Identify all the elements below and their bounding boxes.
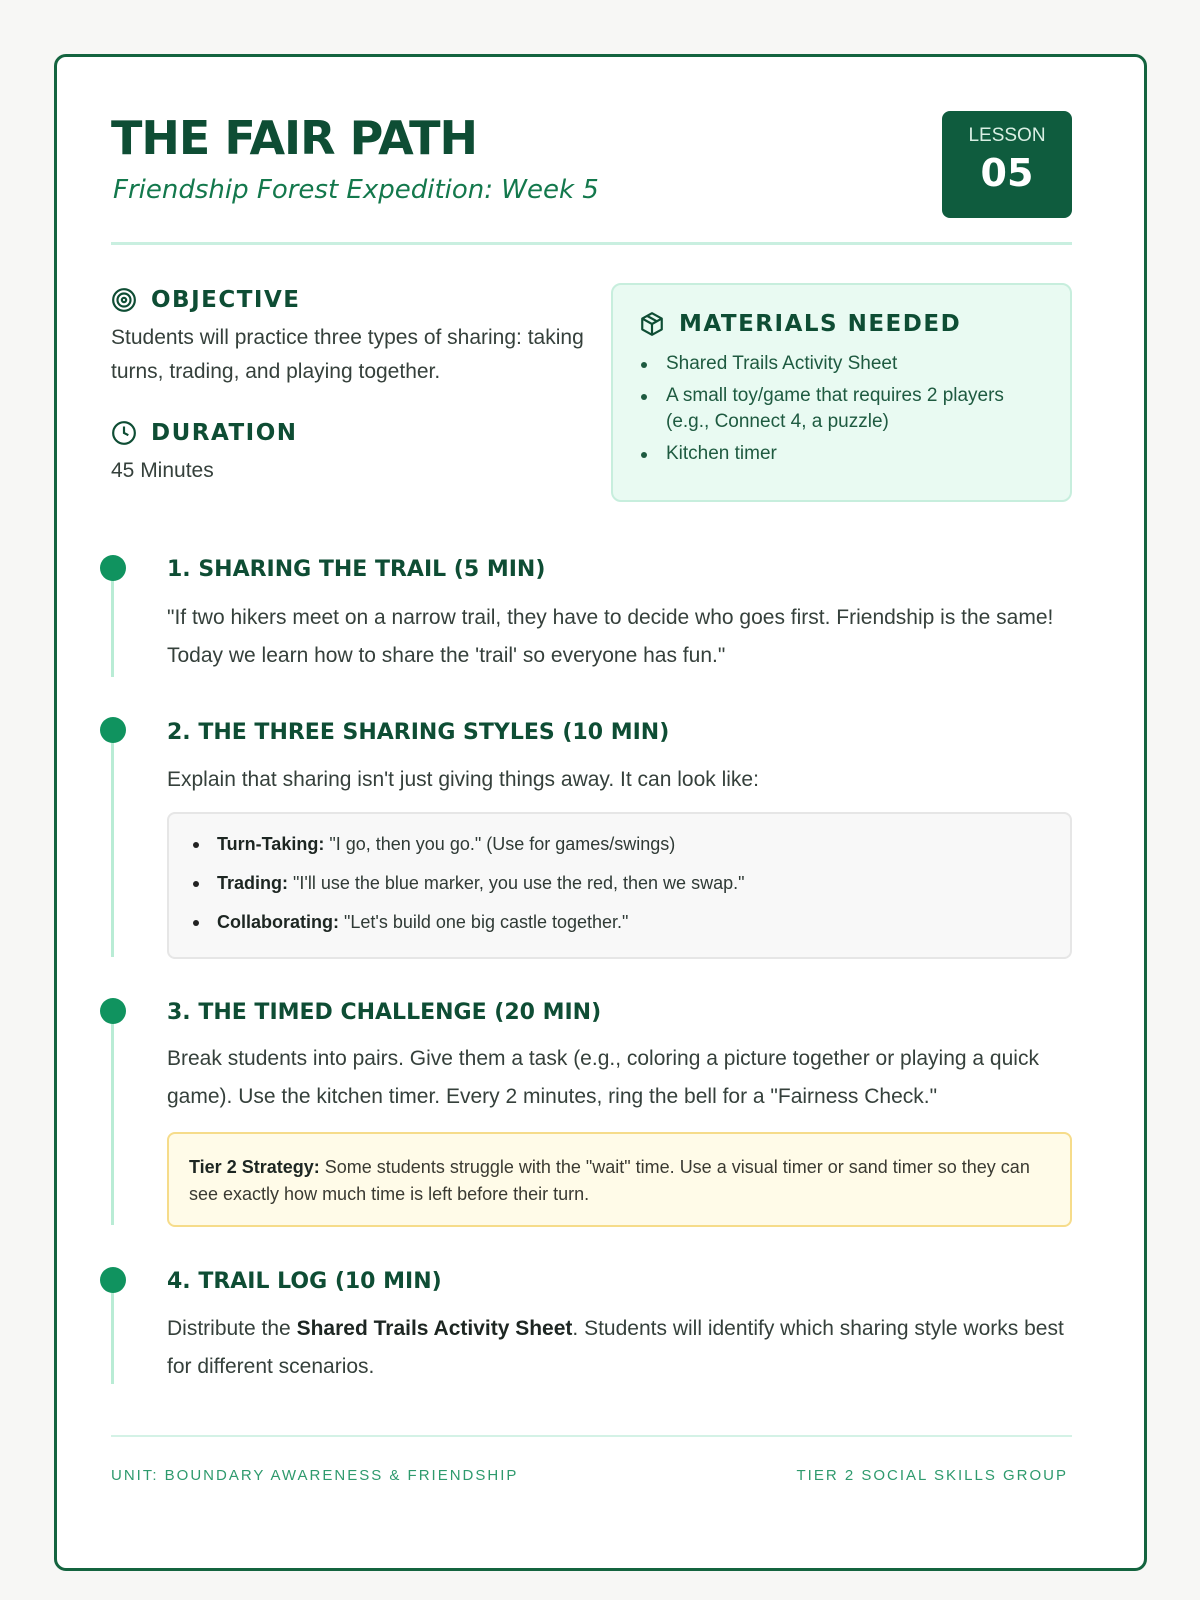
timeline-line [111, 1010, 114, 1225]
sharing-style-text: "Let's build one big castle together." [344, 912, 629, 932]
timeline-line [111, 567, 114, 677]
lesson-card [54, 54, 1147, 1571]
step-4-text [167, 1310, 1072, 1386]
step-1-text: "If two hikers meet on a narrow trail, they have to decide who goes first. Friendship is the same! Today we learn how to share the 'trail' so everyone has fun." [167, 606, 1054, 667]
lesson-label: LESSON [968, 125, 1046, 146]
step-3-text: Break students into pairs. Give them a task (e.g., coloring a picture together or playing a quick game). Use the kitchen timer. Every 2 minutes, ring the bell for a "Fairness Check." [167, 1047, 1039, 1108]
sharing-style-text: "I'll use the blue marker, you use the red, then we swap." [293, 873, 745, 893]
step-4-text-after: . Students will identify which sharing style works best for different scenarios. [167, 1317, 1064, 1378]
materials-item: Kitchen timer [639, 441, 1044, 467]
step-2-text: Explain that sharing isn't just giving things away. It can look like: [167, 768, 759, 791]
timeline-dot [100, 998, 126, 1024]
step-4-heading: 4. TRAIL LOG (10 MIN) [167, 1269, 442, 1294]
timeline-dot [100, 555, 126, 581]
footer-unit: UNIT: BOUNDARY AWARENESS & FRIENDSHIP [111, 1467, 519, 1484]
materials-list [639, 351, 1044, 467]
step-4-text-before: Distribute the [167, 1317, 291, 1340]
step-3-heading: 3. THE TIMED CHALLENGE (20 MIN) [167, 1000, 602, 1025]
clock-icon [111, 420, 137, 446]
tier-2-strategy-label: Tier 2 Strategy: [189, 1157, 320, 1177]
step-4-text-bold: Shared Trails Activity Sheet [296, 1317, 573, 1340]
timeline-dot [100, 717, 126, 743]
footer-divider [111, 1435, 1072, 1437]
duration-heading [111, 420, 298, 446]
sharing-style-text: "I go, then you go." (Use for games/swings) [329, 834, 676, 854]
materials-heading [639, 311, 1044, 337]
duration-text: 45 Minutes [111, 459, 214, 482]
objective-heading-text: OBJECTIVE [151, 287, 301, 313]
sharing-style-item [191, 832, 1050, 856]
sharing-styles-list [191, 832, 1050, 934]
header-divider [111, 242, 1072, 245]
step-1-heading: 1. SHARING THE TRAIL (5 MIN) [167, 557, 546, 582]
footer-group: TIER 2 SOCIAL SKILLS GROUP [796, 1467, 1068, 1484]
page-subtitle: Friendship Forest Expedition: Week 5 [113, 175, 599, 205]
materials-item: A small toy/game that requires 2 players (e.g., Connect 4, a puzzle) [639, 383, 1044, 435]
target-icon [111, 287, 137, 313]
tier-2-strategy-box [167, 1132, 1072, 1227]
timeline-dot [100, 1267, 126, 1293]
objective-heading [111, 287, 301, 313]
sharing-style-item [191, 910, 1050, 934]
sharing-style-item [191, 871, 1050, 895]
sharing-style-label: Collaborating: [217, 912, 339, 932]
materials-heading-text: MATERIALS NEEDED [679, 311, 962, 337]
timeline-line [111, 729, 114, 957]
page-title: THE FAIR PATH [111, 111, 478, 165]
duration-heading-text: DURATION [151, 420, 298, 446]
sharing-styles-box [167, 812, 1072, 959]
objective-text: Students will practice three types of sharing: taking turns, trading, and playing together. [111, 326, 584, 383]
lesson-badge [942, 111, 1072, 218]
lesson-number: 05 [980, 151, 1034, 195]
materials-box [611, 283, 1072, 502]
sharing-style-label: Turn-Taking: [217, 834, 325, 854]
tier-2-strategy-text: Some students struggle with the "wait" time. Use a visual timer or sand timer so they can see exactly how much time is left before their turn. [189, 1157, 1030, 1204]
package-icon [639, 311, 665, 337]
sharing-style-label: Trading: [217, 873, 288, 893]
timeline-line [111, 1279, 114, 1384]
step-2-heading: 2. THE THREE SHARING STYLES (10 MIN) [167, 720, 670, 745]
materials-item: Shared Trails Activity Sheet [639, 351, 1044, 377]
